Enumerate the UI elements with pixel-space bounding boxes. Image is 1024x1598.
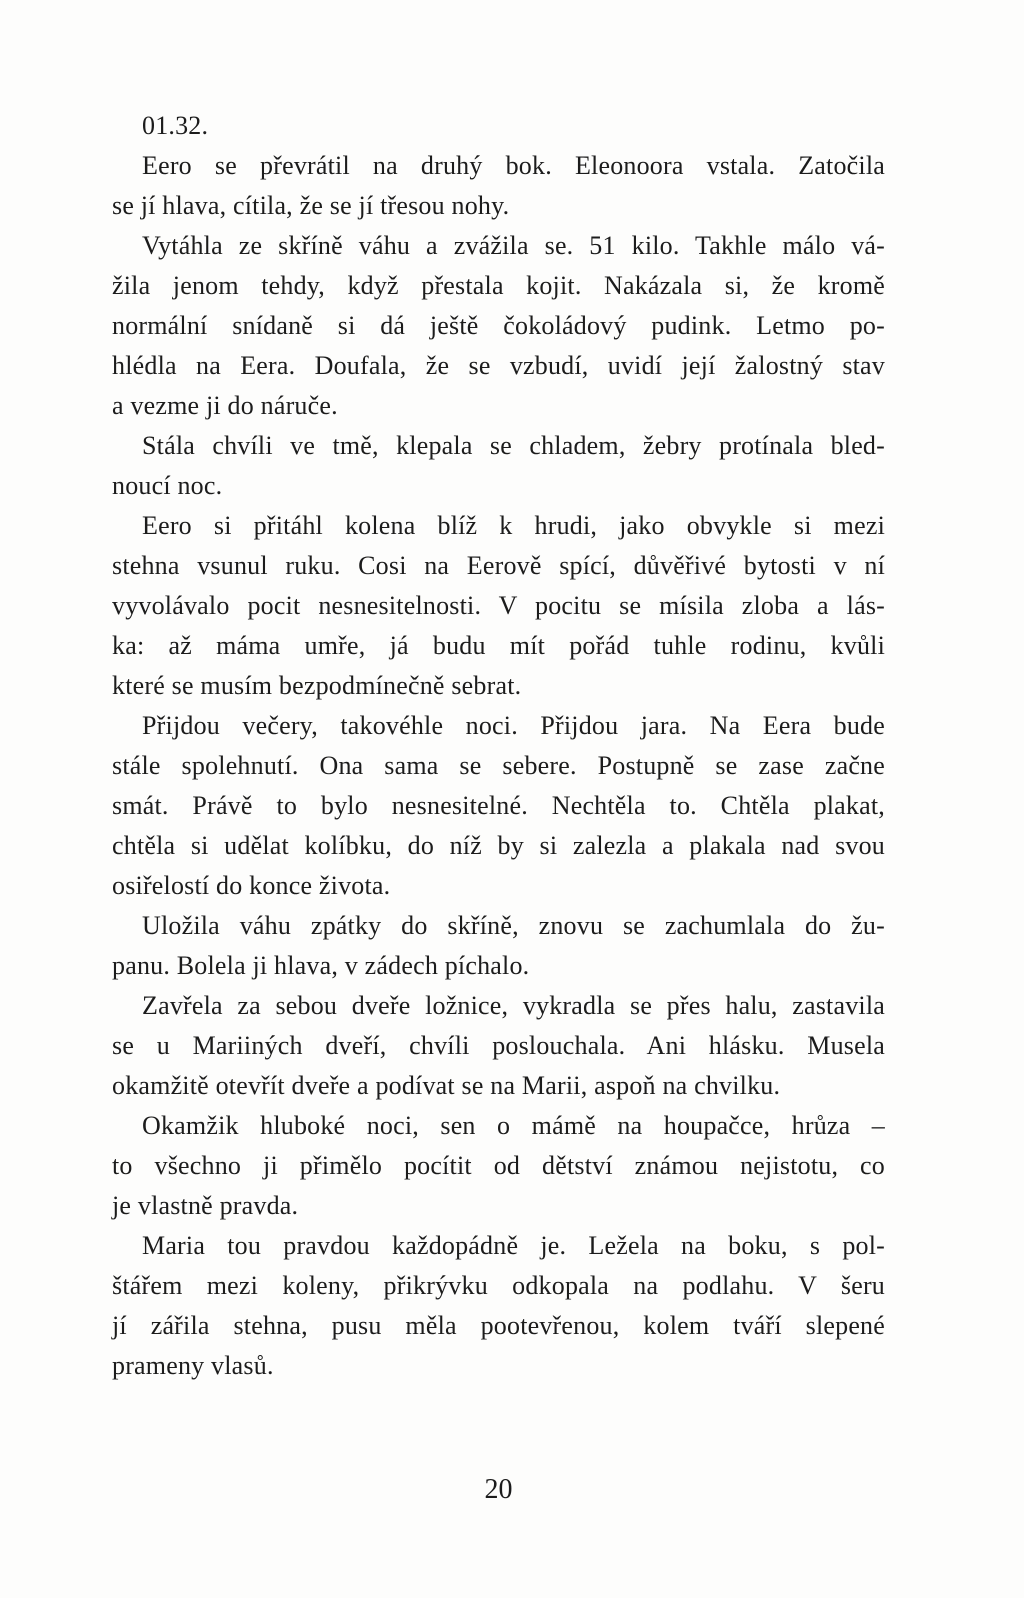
text-line: které se musím bezpodmínečně sebrat. bbox=[112, 671, 522, 700]
paragraph bbox=[112, 106, 885, 146]
paragraph bbox=[112, 1226, 885, 1386]
text-line: stehna vsunul ruku. Cosi na Eerově spící, důvěřivé bytosti v ní bbox=[112, 551, 885, 580]
text-line: se u Mariiných dveří, chvíli poslouchala. Ani hlásku. Musela bbox=[112, 1031, 885, 1060]
text-line: Uložila váhu zpátky do skříně, znovu se zachumlala do žu- bbox=[142, 911, 885, 940]
paragraph bbox=[112, 906, 885, 986]
text-line: jí zářila stehna, pusu měla pootevřenou, kolem tváří slepené bbox=[112, 1311, 885, 1340]
text-line: vyvolávalo pocit nesnesitelnosti. V pocitu se mísila zloba a lás- bbox=[112, 591, 885, 620]
text-line: žila jenom tehdy, když přestala kojit. Nakázala si, že kromě bbox=[112, 271, 885, 300]
page-number: 20 bbox=[484, 1474, 513, 1505]
text-line: okamžitě otevřít dveře a podívat se na Marii, aspoň na chvilku. bbox=[112, 1071, 781, 1100]
text-line: to všechno ji přimělo pocítit od dětství známou nejistotu, co bbox=[112, 1151, 885, 1180]
text-line: Eero se převrátil na druhý bok. Eleonoora vstala. Zatočila bbox=[142, 151, 885, 180]
text-line: prameny vlasů. bbox=[112, 1351, 274, 1380]
paragraph bbox=[112, 986, 885, 1106]
paragraph bbox=[112, 506, 885, 706]
text-line: ka: až máma umře, já budu mít pořád tuhle rodinu, kvůli bbox=[112, 631, 885, 660]
text-block bbox=[112, 106, 885, 1386]
text-line: noucí noc. bbox=[112, 471, 223, 500]
text-line: Stála chvíli ve tmě, klepala se chladem, žebry protínala bled- bbox=[142, 431, 885, 460]
paragraph bbox=[112, 146, 885, 226]
text-line: normální snídaně si dá ještě čokoládový pudink. Letmo po- bbox=[112, 311, 885, 340]
text-line: štářem mezi koleny, přikrývku odkopala na podlahu. V šeru bbox=[112, 1271, 885, 1300]
text-line: 01.32. bbox=[142, 111, 209, 140]
paragraph bbox=[112, 706, 885, 906]
text-line: Okamžik hluboké noci, sen o mámě na houpačce, hrůza – bbox=[142, 1111, 885, 1140]
text-line: hlédla na Eera. Doufala, že se vzbudí, uvidí její žalostný stav bbox=[112, 351, 885, 380]
text-line: smát. Právě to bylo nesnesitelné. Nechtěla to. Chtěla plakat, bbox=[112, 791, 885, 820]
text-line: osiřelostí do konce života. bbox=[112, 871, 391, 900]
paragraph bbox=[112, 1106, 885, 1226]
text-line: Eero si přitáhl kolena blíž k hrudi, jako obvykle si mezi bbox=[142, 511, 885, 540]
text-line: je vlastně pravda. bbox=[112, 1191, 299, 1220]
paragraph bbox=[112, 426, 885, 506]
text-line: Přijdou večery, takovéhle noci. Přijdou jara. Na Eera bude bbox=[142, 711, 885, 740]
text-line: se jí hlava, cítila, že se jí třesou nohy. bbox=[112, 191, 510, 220]
text-line: stále spolehnutí. Ona sama se sebere. Postupně se zase začne bbox=[112, 751, 885, 780]
text-line: chtěla si udělat kolíbku, do níž by si zalezla a plakala nad svou bbox=[112, 831, 885, 860]
text-line: Maria tou pravdou každopádně je. Ležela na boku, s pol- bbox=[142, 1231, 885, 1260]
text-line: Zavřela za sebou dveře ložnice, vykradla se přes halu, zastavila bbox=[142, 991, 885, 1020]
text-line: a vezme ji do náruče. bbox=[112, 391, 338, 420]
text-line: panu. Bolela ji hlava, v zádech píchalo. bbox=[112, 951, 530, 980]
text-line: Vytáhla ze skříně váhu a zvážila se. 51 kilo. Takhle málo vá- bbox=[142, 231, 885, 260]
paragraph bbox=[112, 226, 885, 426]
